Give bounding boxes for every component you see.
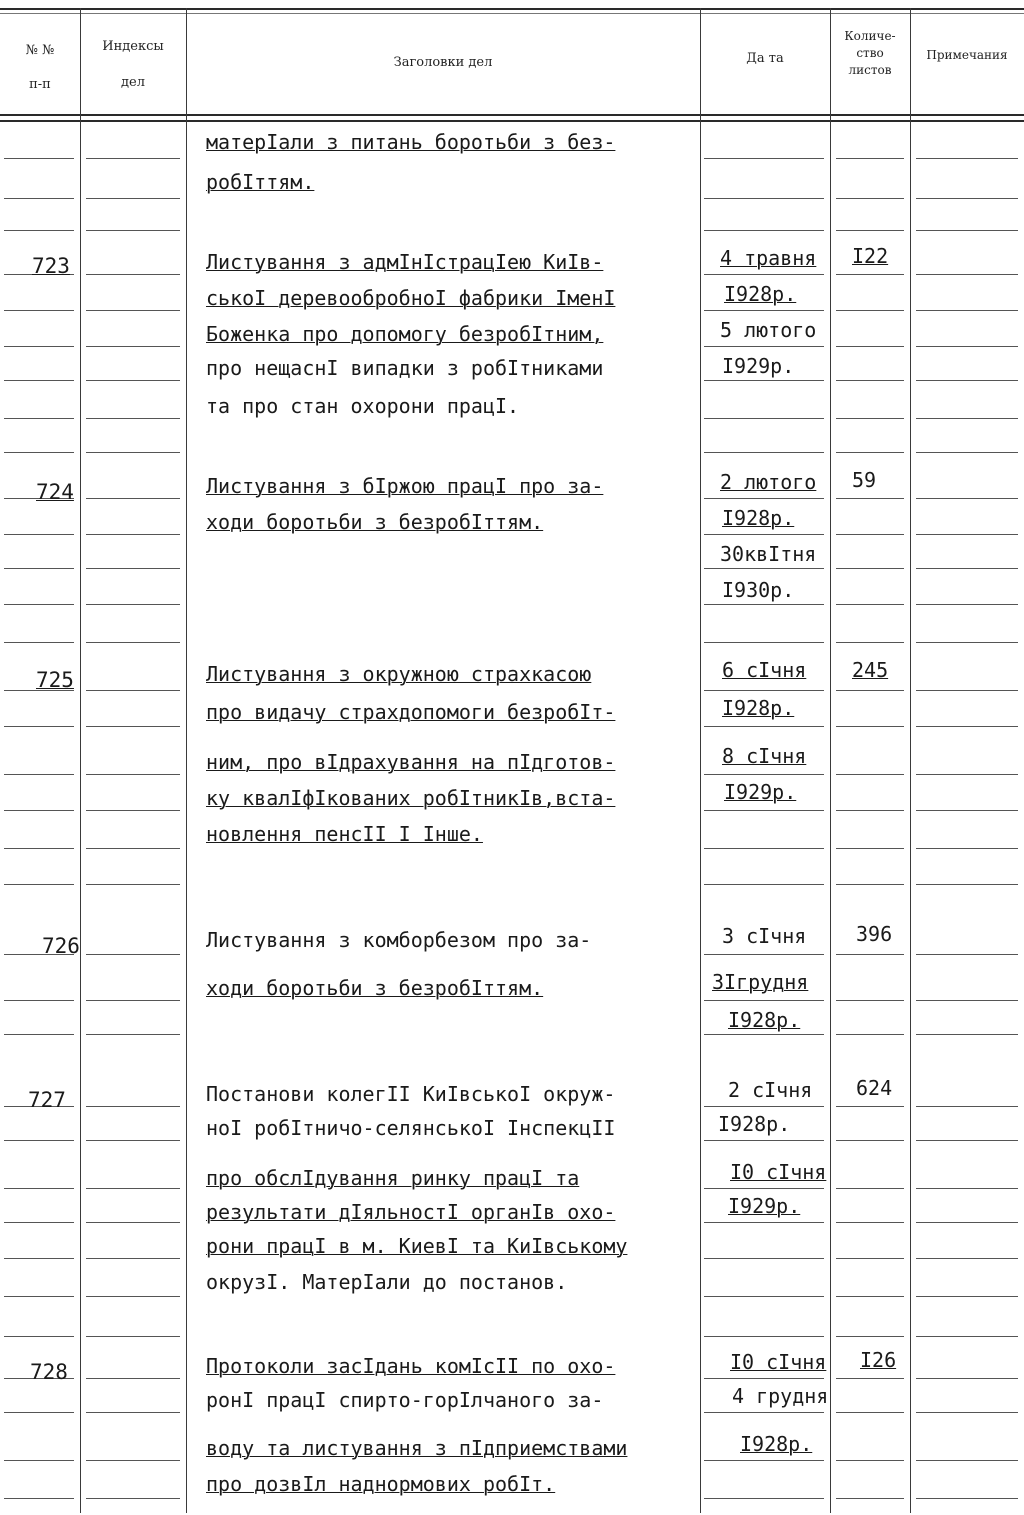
ruled-line [916, 452, 1018, 453]
ruled-line [836, 1412, 904, 1413]
ruled-line [4, 198, 74, 199]
ruled-line [704, 498, 824, 499]
ruled-line [704, 274, 824, 275]
ruled-line [86, 642, 180, 643]
entry-line: ку квалІфІкованих робІтникІв,вста- [206, 786, 616, 810]
ruled-line [704, 346, 824, 347]
ruled-line [836, 230, 904, 231]
entry-number: 728 [30, 1360, 68, 1384]
ruled-line [4, 1336, 74, 1337]
ruled-line [704, 1460, 824, 1461]
ruled-line [4, 1000, 74, 1001]
ruled-line [4, 1412, 74, 1413]
ruled-line [704, 604, 824, 605]
ruled-line [704, 1296, 824, 1297]
ruled-line [704, 642, 824, 643]
ruled-line [86, 774, 180, 775]
ruled-line [4, 1034, 74, 1035]
entry-sheets: 59 [852, 468, 877, 492]
ruled-line [836, 1258, 904, 1259]
entry-line: рони працІ в м. КиевІ та КиІвському [206, 1234, 628, 1258]
ruled-line [916, 1498, 1018, 1499]
ruled-line [86, 1378, 180, 1379]
entry-date: 2 сІчня [728, 1078, 813, 1102]
header-title: Заголовки дел [393, 55, 493, 70]
ruled-line [836, 1296, 904, 1297]
ruled-line [916, 810, 1018, 811]
ruled-line [704, 568, 824, 569]
ruled-line [704, 452, 824, 453]
ruled-line [86, 1222, 180, 1223]
ruled-line [86, 198, 180, 199]
ruled-line [86, 604, 180, 605]
entry-date: 2 лютого [720, 470, 817, 494]
ruled-line [4, 310, 74, 311]
entry-line: воду та листування з пІдприемствами [206, 1436, 628, 1460]
ruled-line [836, 380, 904, 381]
entry-date: 4 травня [720, 246, 817, 270]
entry-line: ноІ робІтничо-селянськоІ ІнспекцІІ [206, 1116, 616, 1140]
ruled-line [86, 1034, 180, 1035]
ruled-line [916, 1222, 1018, 1223]
entry-number: 727 [28, 1088, 66, 1112]
entry-line: Листування з окружною страхкасою [206, 662, 592, 686]
header-date: Да та [746, 51, 784, 66]
ruled-line [836, 810, 904, 811]
ruled-line [836, 690, 904, 691]
ruled-line [86, 452, 180, 453]
entry-line: новлення пенсІІ І Інше. [206, 822, 483, 846]
ruled-line [86, 568, 180, 569]
ruled-line [86, 954, 180, 955]
entry-date: 3 сІчня [722, 924, 807, 948]
ruled-line [704, 1498, 824, 1499]
entry-date: 6 сІчня [722, 658, 807, 682]
entry-date: І928р. [728, 1008, 801, 1032]
ruled-line [836, 726, 904, 727]
header-notes: Примечания [926, 48, 1008, 62]
entry-date: 30квІтня [720, 542, 817, 566]
entry-date: І928р. [722, 506, 795, 530]
ruled-line [916, 642, 1018, 643]
ruled-line [704, 884, 824, 885]
ruled-line [86, 310, 180, 311]
ruled-line [704, 726, 824, 727]
ruled-line [916, 534, 1018, 535]
ruled-line [86, 848, 180, 849]
entry-date: 3Ігрудня [712, 970, 809, 994]
ruled-line [4, 1498, 74, 1499]
ruled-line [916, 418, 1018, 419]
ruled-line [836, 1378, 904, 1379]
ruled-line [836, 568, 904, 569]
ruled-line [916, 884, 1018, 885]
header-border [0, 114, 1024, 116]
ruled-line [916, 774, 1018, 775]
entry-sheets: 396 [856, 922, 893, 946]
ruled-line [704, 954, 824, 955]
ruled-line [704, 1106, 824, 1107]
entry-date: І929р. [728, 1194, 801, 1218]
ruled-line [916, 380, 1018, 381]
ruled-line [86, 498, 180, 499]
header-count-line2: ство [856, 46, 884, 60]
ruled-line [836, 274, 904, 275]
ruled-line [916, 1188, 1018, 1189]
ruled-line [86, 1000, 180, 1001]
ruled-line [4, 726, 74, 727]
ruled-line [836, 498, 904, 499]
ruled-line [916, 1106, 1018, 1107]
ruled-line [4, 1258, 74, 1259]
entry-sheets: І22 [852, 244, 889, 268]
ruled-line [704, 1034, 824, 1035]
ruled-line [836, 1498, 904, 1499]
entry-number: 726 [42, 934, 80, 958]
ruled-line [86, 726, 180, 727]
ruled-line [4, 604, 74, 605]
top-border [0, 8, 1024, 10]
ruled-line [4, 1188, 74, 1189]
ruled-line [4, 346, 74, 347]
ruled-line [836, 774, 904, 775]
ruled-line [704, 1222, 824, 1223]
ruled-line [916, 1034, 1018, 1035]
ruled-line [704, 1140, 824, 1141]
ruled-line [704, 1258, 824, 1259]
entry-date: І928р. [740, 1432, 813, 1456]
ruled-line [916, 690, 1018, 691]
ruled-line [4, 1296, 74, 1297]
entry-date: І929р. [722, 354, 795, 378]
top-border-inner [0, 13, 1024, 14]
ruled-line [86, 1296, 180, 1297]
ruled-line [86, 1336, 180, 1337]
entry-date: І930р. [722, 578, 795, 602]
ruled-line [86, 884, 180, 885]
ruled-line [704, 810, 824, 811]
ruled-line [704, 1188, 824, 1189]
ruled-line [704, 1412, 824, 1413]
ruled-line [836, 310, 904, 311]
ruled-line [836, 1000, 904, 1001]
ruled-line [86, 690, 180, 691]
ruled-line [704, 774, 824, 775]
ruled-line [704, 310, 824, 311]
ruled-line [86, 1412, 180, 1413]
entry-sheets: І26 [860, 1348, 897, 1372]
ruled-line [86, 810, 180, 811]
entry-date: І928р. [724, 282, 797, 306]
header-number-bottom: п-п [29, 77, 51, 92]
ruled-line [916, 1258, 1018, 1259]
entry-number: 723 [32, 254, 70, 278]
ruled-line [836, 642, 904, 643]
entry-line: та про стан охорони працІ. [206, 394, 520, 418]
ruled-line [4, 1222, 74, 1223]
header-number [0, 42, 80, 94]
header-index-bottom: дел [121, 75, 145, 90]
col-sep-2 [186, 8, 187, 1513]
entry-line: ним, про вІдрахування на пІдготов- [206, 750, 616, 774]
ruled-line [86, 1258, 180, 1259]
entry-date: 5 лютого [720, 318, 817, 342]
header-index-top: Индексы [102, 39, 164, 54]
ruled-line [836, 452, 904, 453]
ruled-line [836, 198, 904, 199]
ruled-line [916, 1140, 1018, 1141]
ruled-line [916, 230, 1018, 231]
ruled-line [916, 1336, 1018, 1337]
ruled-line [916, 158, 1018, 159]
entry-line: про видачу страхдопомоги безробІт- [206, 700, 616, 724]
ruled-line [916, 1000, 1018, 1001]
ruled-line [916, 1412, 1018, 1413]
ruled-line [86, 418, 180, 419]
header-count [830, 28, 910, 79]
entry-line: про обслІдування ринку працІ та [206, 1166, 580, 1190]
ruled-line [836, 1106, 904, 1107]
ruled-line [704, 198, 824, 199]
entry-sheets: 245 [852, 658, 889, 682]
ruled-line [916, 568, 1018, 569]
entry-line: Листування з адмІнІстрацІею КиІв- [206, 250, 604, 274]
entry-date: І929р. [724, 780, 797, 804]
ruled-line [916, 1296, 1018, 1297]
ruled-line [4, 568, 74, 569]
ruled-line [4, 534, 74, 535]
ruled-line [86, 1188, 180, 1189]
ruled-line [836, 1336, 904, 1337]
ruled-line [704, 534, 824, 535]
ruled-line [916, 198, 1018, 199]
ruled-line [86, 1106, 180, 1107]
ruled-line [86, 158, 180, 159]
entry-line: робІттям. [206, 170, 315, 194]
ruled-line [4, 884, 74, 885]
header-index [80, 38, 186, 92]
ruled-line [836, 884, 904, 885]
ruled-line [836, 534, 904, 535]
entry-date: І0 сІчня [730, 1350, 827, 1374]
ruled-line [916, 346, 1018, 347]
ruled-line [836, 848, 904, 849]
ruled-line [86, 1498, 180, 1499]
ruled-line [4, 452, 74, 453]
ruled-line [916, 726, 1018, 727]
ruled-line [86, 534, 180, 535]
ruled-line [916, 954, 1018, 955]
ruled-line [836, 954, 904, 955]
ruled-line [704, 158, 824, 159]
entry-line: Боженка про допомогу безробІтним, [206, 322, 604, 346]
col-sep-5 [910, 8, 911, 1513]
ruled-line [916, 498, 1018, 499]
ruled-line [916, 1378, 1018, 1379]
ruled-line [86, 230, 180, 231]
col-sep-4 [830, 8, 831, 1513]
ruled-line [704, 690, 824, 691]
ruled-line [4, 810, 74, 811]
ruled-line [4, 418, 74, 419]
entry-line: результати дІяльностІ органІв охо- [206, 1200, 616, 1224]
ruled-line [86, 1140, 180, 1141]
ruled-line [836, 1460, 904, 1461]
entry-line: Листування з комборбезом про за- [206, 928, 592, 952]
entry-date: І0 сІчня [730, 1160, 827, 1184]
ruled-line [836, 1140, 904, 1141]
ruled-line [836, 604, 904, 605]
ruled-line [916, 274, 1018, 275]
entry-line: ськоІ деревообробноІ фабрики ІменІ [206, 286, 616, 310]
entry-number: 724 [36, 480, 74, 504]
ruled-line [4, 158, 74, 159]
ruled-line [4, 642, 74, 643]
ruled-line [704, 230, 824, 231]
ruled-line [86, 1460, 180, 1461]
col-sep-3 [700, 8, 701, 1513]
entry-line: про нещаснІ випадки з робІтниками [206, 356, 604, 380]
ruled-line [86, 346, 180, 347]
entry-date: І928р. [718, 1112, 791, 1136]
ruled-line [836, 418, 904, 419]
ruled-line [916, 604, 1018, 605]
header-border-inner [0, 120, 1024, 122]
ruled-line [836, 1188, 904, 1189]
ruled-line [704, 1336, 824, 1337]
ruled-line [704, 380, 824, 381]
ruled-line [836, 158, 904, 159]
col-sep-1 [80, 8, 81, 1513]
ruled-line [836, 346, 904, 347]
ruled-line [4, 230, 74, 231]
entry-date: 8 сІчня [722, 744, 807, 768]
ruled-line [4, 848, 74, 849]
entry-line: ронІ працІ спирто-горІлчаного за- [206, 1388, 604, 1412]
ruled-line [704, 1000, 824, 1001]
entry-line: ходи боротьби з безробІттям. [206, 510, 544, 534]
ruled-line [836, 1034, 904, 1035]
entry-line: Постанови колегІІ КиІвськоІ окруж- [206, 1082, 616, 1106]
ruled-line [704, 418, 824, 419]
entry-line: про дозвІл наднормових робІт. [206, 1472, 556, 1496]
ruled-line [704, 1378, 824, 1379]
header-count-line1: Количе- [844, 29, 896, 43]
ruled-line [916, 1460, 1018, 1461]
ruled-line [4, 774, 74, 775]
entry-line: окрузІ. МатерІали до постанов. [206, 1270, 568, 1294]
ruled-line [704, 848, 824, 849]
entry-date: 4 грудня [732, 1384, 829, 1408]
ruled-line [916, 848, 1018, 849]
entry-line: ходи боротьби з безробІттям. [206, 976, 544, 1000]
ruled-line [86, 274, 180, 275]
entry-sheets: 624 [856, 1076, 893, 1100]
ruled-line [86, 380, 180, 381]
header-number-top: № № [25, 43, 55, 58]
entry-line: Протоколи засІдань комІсІІ по охо- [206, 1354, 616, 1378]
ruled-line [4, 1140, 74, 1141]
entry-date: І928р. [722, 696, 795, 720]
entry-line: Листування з бІржою працІ про за- [206, 474, 604, 498]
ruled-line [4, 1460, 74, 1461]
ruled-line [836, 1222, 904, 1223]
header-count-line3: листов [848, 63, 892, 77]
ruled-line [916, 310, 1018, 311]
ruled-line [4, 380, 74, 381]
entry-number: 725 [36, 668, 74, 692]
entry-line: матерІали з питань боротьби з без- [206, 130, 616, 154]
